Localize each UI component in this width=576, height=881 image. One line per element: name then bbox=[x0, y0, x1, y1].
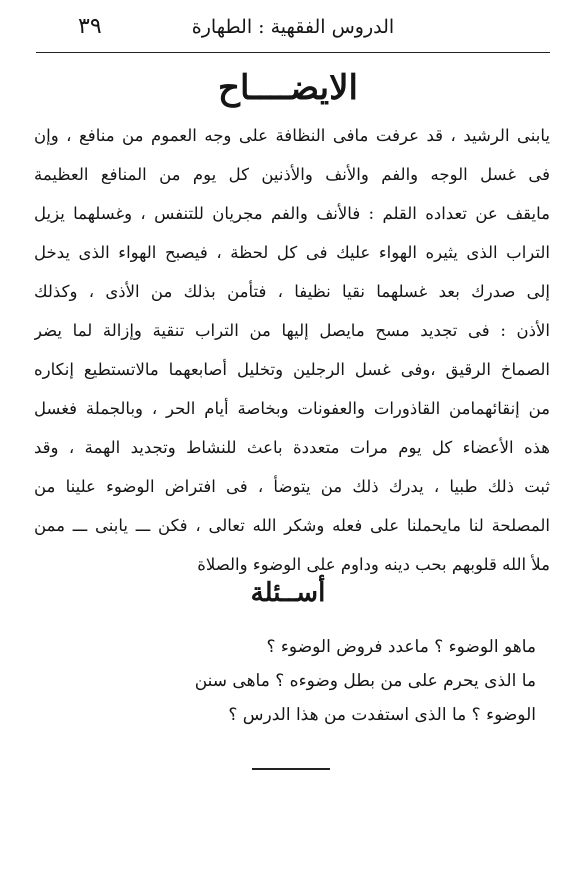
end-divider bbox=[252, 768, 330, 770]
text-line: ثبت ذلك طبيا ، يدرك ذلك من يتوضأ ، فى افتراض الوضوء علينا من bbox=[34, 477, 550, 496]
text-line: يابنى الرشيد ، قد عرفت مافى النظافة على وجه العموم من منافع ، وإن bbox=[34, 126, 550, 145]
text-line: المصلحة لنا مايحملنا على فعله وشكر الله تعالى ، فكن ـــ يابنى ـــ ممن bbox=[34, 516, 550, 535]
text-line: فى غسل الوجه والفم والأنف والأذنين كل يوم من المنافع العظيمة bbox=[34, 165, 550, 184]
explanation-text bbox=[34, 116, 550, 584]
question-line: ماهو الوضوء ؟ ماعدد فروض الوضوء ؟ bbox=[266, 637, 536, 657]
page-header bbox=[36, 12, 550, 53]
text-line: الأذن : فى تجديد مسح مايصل إليها من التراب تنقية وإزالة لما يضر bbox=[34, 321, 550, 340]
running-title: الدروس الفقهية : الطهارة bbox=[191, 16, 395, 38]
text-line: الصماخ الرقيق ،وفى غسل الرجلين وتخليل أصابعهما مالاتستطيع إنكاره bbox=[34, 360, 550, 379]
text-line: إلى صدرك بعد غسلهما نقيا نظيفا ، فتأمن بذلك من الأذى ، وكذلك bbox=[34, 282, 550, 301]
text-line: ملأ الله قلوبهم بحب دينه وداوم على الوضوء والصلاة bbox=[197, 555, 550, 574]
section-title: الايضــــاح bbox=[218, 68, 358, 108]
text-line: هذه الأعضاء كل يوم مرات متعددة باعث للنشاط وتجديد الهمة ، وقد bbox=[34, 438, 550, 457]
question-line: ما الذى يحرم على من بطل وضوءه ؟ ماهى سنن bbox=[194, 671, 536, 691]
text-line: التراب الذى يثيره الهواء عليك فى كل لحظة ، فيصبح الهواء الذى يدخل bbox=[34, 243, 550, 262]
questions-title: أســئلة bbox=[250, 578, 326, 608]
text-line: مايقف عن تعداده القلم : فالأنف والفم مجريان للتنفس ، وغسلهما يزيل bbox=[34, 204, 550, 223]
questions-list bbox=[130, 630, 536, 732]
page-number: ٣٩ bbox=[78, 14, 102, 39]
question-line: الوضوء ؟ ما الذى استفدت من هذا الدرس ؟ bbox=[228, 705, 536, 725]
text-line: من إنقائهمامن القاذورات والعفونات وبخاصة أيام الحر ، وبالجملة فغسل bbox=[34, 399, 550, 418]
